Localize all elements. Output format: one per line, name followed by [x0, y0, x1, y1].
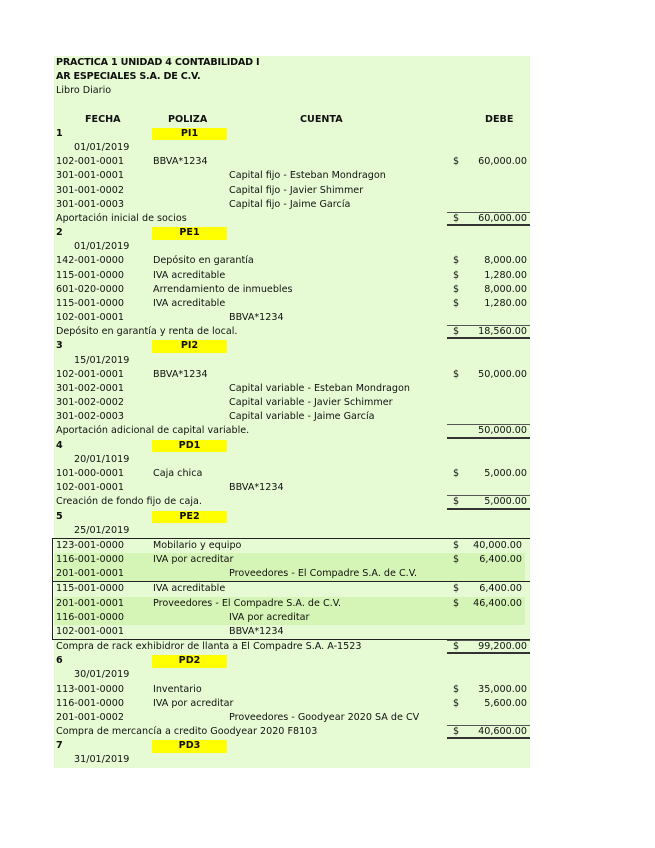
debit-amount: 5,000.00	[484, 467, 527, 479]
credit-account-name: Capital fijo - Javier Shimmer	[229, 184, 364, 196]
journal-line	[54, 539, 525, 553]
journal-entries	[54, 127, 530, 768]
entry-number: 2	[56, 227, 63, 239]
entry-date: 15/01/2019	[74, 354, 130, 366]
debit-account-name: Inventario	[153, 683, 202, 695]
debit-account-name: IVA acreditable	[153, 269, 226, 281]
journal-sheet	[54, 56, 530, 768]
journal-line	[54, 567, 525, 581]
entry-total-row	[54, 212, 530, 226]
journal-line	[54, 198, 530, 212]
currency-symbol: $	[453, 212, 460, 224]
poliza-badge: PI2	[152, 340, 227, 353]
journal-line	[54, 184, 530, 198]
poliza-badge: PD1	[152, 440, 227, 453]
entry-date: 20/01/1019	[74, 453, 130, 465]
debit-account-name: Caja chica	[153, 467, 203, 479]
entry-header-row	[54, 439, 530, 453]
blank-row	[54, 99, 530, 113]
journal-line	[54, 582, 525, 596]
debit-amount: 6,400.00	[479, 583, 522, 595]
credit-account-name: Proveedores - El Compadre S.A. de C.V.	[229, 568, 418, 580]
debit-account-name: IVA por acreditar	[153, 554, 234, 566]
account-code: 102-001-0001	[56, 312, 124, 324]
account-code: 301-001-0001	[56, 170, 124, 182]
header-poliza: POLIZA	[168, 113, 208, 125]
company-name: AR ESPECIALES S.A. DE C.V.	[56, 71, 201, 83]
entry-date: 25/01/2019	[74, 524, 130, 536]
debit-amount: 8,000.00	[484, 255, 527, 267]
credit-account-name: Capital variable - Javier Schimmer	[229, 397, 393, 409]
entry-description: Compra de rack exhibidror de llanta a El Compadre S.A. A-1523	[56, 641, 362, 653]
account-code: 201-001-0001	[56, 597, 124, 609]
journal-line	[54, 697, 530, 711]
entry-description: Aportación adicional de capital variable.	[56, 425, 250, 437]
title-row	[54, 56, 530, 70]
debit-account-name: IVA acreditable	[153, 583, 226, 595]
debit-amount: 5,600.00	[484, 697, 527, 709]
entry-date-row	[54, 141, 530, 155]
entry-header-row	[54, 510, 530, 524]
account-code: 116-001-0000	[56, 611, 124, 623]
entry-date-row	[54, 524, 530, 538]
journal-line	[54, 297, 530, 311]
poliza-badge: PE2	[152, 511, 227, 524]
currency-symbol: $	[453, 467, 460, 479]
debit-amount: 46,400.00	[473, 597, 522, 609]
credit-account-name: Capital fijo - Esteban Mondragon	[229, 170, 386, 182]
entry-header-row	[54, 654, 530, 668]
account-code: 115-001-0000	[56, 297, 124, 309]
currency-symbol: $	[453, 554, 460, 566]
journal-line	[54, 169, 530, 183]
entry-date: 01/01/2019	[74, 241, 130, 253]
header-cuenta: CUENTA	[300, 113, 343, 125]
entry-total: 50,000.00	[478, 425, 527, 437]
entry-number: 4	[56, 439, 63, 451]
journal-line	[54, 254, 530, 268]
account-code: 201-001-0002	[56, 711, 124, 723]
entry-description: Creación de fondo fijo de caja.	[56, 496, 202, 508]
journal-line	[54, 283, 530, 297]
account-code: 102-001-0001	[56, 625, 124, 637]
journal-line	[54, 382, 530, 396]
account-code: 301-001-0003	[56, 198, 124, 210]
document-subtitle: Libro Diario	[56, 85, 112, 97]
account-code: 101-000-0001	[56, 467, 124, 479]
journal-line	[54, 396, 530, 410]
account-code: 116-001-0000	[56, 554, 124, 566]
entry-date: 31/01/2019	[74, 754, 130, 766]
entry-date-row	[54, 753, 530, 767]
entry-date-row	[54, 668, 530, 682]
journal-line	[54, 467, 530, 481]
subtitle-row	[54, 84, 530, 98]
currency-symbol: $	[453, 156, 460, 168]
account-code: 102-001-0001	[56, 368, 124, 380]
credit-account-name: Capital variable - Esteban Mondragon	[229, 382, 410, 394]
account-code: 301-001-0002	[56, 184, 124, 196]
debit-account-name: IVA acreditable	[153, 297, 226, 309]
currency-symbol: $	[453, 641, 460, 653]
debit-account-name: BBVA*1234	[153, 156, 208, 168]
credit-account-name: IVA por acreditar	[229, 611, 310, 623]
debit-amount: 35,000.00	[478, 683, 527, 695]
entry-number: 6	[56, 655, 63, 667]
account-code: 116-001-0000	[56, 697, 124, 709]
currency-symbol: $	[453, 583, 460, 595]
account-code: 301-002-0002	[56, 397, 124, 409]
credit-account-name: BBVA*1234	[229, 482, 284, 494]
entry-description: Compra de mercancía a credito Goodyear 2020 F8103	[56, 726, 318, 738]
account-code: 142-001-0000	[56, 255, 124, 267]
account-code: 115-001-0000	[56, 269, 124, 281]
entry-header-row	[54, 226, 530, 240]
column-header-row	[54, 113, 530, 127]
entry-total: 18,560.00	[478, 326, 527, 338]
entry-total: 40,600.00	[478, 726, 527, 738]
poliza-badge: PD3	[152, 740, 227, 753]
journal-line	[54, 683, 530, 697]
debit-amount: 6,400.00	[479, 554, 522, 566]
entry-date-row	[54, 240, 530, 254]
entry-number: 7	[56, 740, 63, 752]
credit-account-name: BBVA*1234	[229, 312, 284, 324]
credit-account-name: Capital fijo - Jaime García	[229, 198, 351, 210]
entry-description: Aportación inicial de socios	[56, 212, 187, 224]
document-title: PRACTICA 1 UNIDAD 4 CONTABILIDAD I	[56, 57, 260, 68]
entry-date-row	[54, 354, 530, 368]
currency-symbol: $	[453, 726, 460, 738]
debit-amount: 1,280.00	[484, 269, 527, 281]
currency-symbol: $	[453, 255, 460, 267]
journal-line	[54, 553, 525, 567]
currency-symbol: $	[453, 539, 460, 551]
entry-total-row	[54, 325, 530, 339]
company-row	[54, 70, 530, 84]
debit-account-name: BBVA*1234	[153, 368, 208, 380]
boxed-line-group	[52, 581, 530, 640]
entry-total: 99,200.00	[478, 641, 527, 653]
entry-total: 60,000.00	[478, 212, 527, 224]
entry-date-row	[54, 453, 530, 467]
entry-number: 5	[56, 510, 63, 522]
currency-symbol: $	[453, 597, 460, 609]
account-code: 301-002-0001	[56, 382, 124, 394]
poliza-badge: PD2	[152, 655, 227, 668]
account-code: 301-002-0003	[56, 411, 124, 423]
debit-account-name: Mobilario y equipo	[153, 539, 242, 551]
currency-symbol: $	[453, 297, 460, 309]
account-code: 601-020-0000	[56, 283, 124, 295]
credit-account-name: Capital variable - Jaime García	[229, 411, 375, 423]
account-code: 201-001-0001	[56, 568, 124, 580]
debit-account-name: Depósito en garantía	[153, 255, 254, 267]
debit-account-name: IVA por acreditar	[153, 697, 234, 709]
debit-account-name: Arrendamiento de inmuebles	[153, 283, 293, 295]
boxed-line-group	[52, 538, 530, 582]
entry-header-row	[54, 127, 530, 141]
journal-line	[54, 611, 525, 625]
entry-header-row	[54, 339, 530, 353]
currency-symbol: $	[453, 683, 460, 695]
entry-total-row	[54, 424, 530, 438]
journal-line	[54, 625, 525, 639]
currency-symbol: $	[453, 283, 460, 295]
header-debe: DEBE	[485, 113, 514, 125]
journal-line	[54, 368, 530, 382]
entry-total-row	[54, 495, 530, 509]
entry-number: 1	[56, 127, 63, 139]
debit-amount: 1,280.00	[484, 297, 527, 309]
journal-line	[54, 269, 530, 283]
journal-line	[54, 155, 530, 169]
journal-line	[54, 711, 530, 725]
debit-amount: 60,000.00	[478, 156, 527, 168]
account-code: 102-001-0001	[56, 156, 124, 168]
entry-date: 01/01/2019	[74, 142, 130, 154]
account-code: 113-001-0000	[56, 683, 124, 695]
debit-amount: 40,000.00	[473, 539, 522, 551]
poliza-badge: PE1	[152, 227, 227, 240]
entry-description: Depósito en garantía y renta de local.	[56, 326, 238, 338]
entry-total-row	[54, 725, 530, 739]
entry-date: 30/01/2019	[74, 669, 130, 681]
journal-line	[54, 410, 530, 424]
debit-amount: 50,000.00	[478, 368, 527, 380]
entry-number: 3	[56, 340, 63, 352]
currency-symbol: $	[453, 697, 460, 709]
credit-account-name: BBVA*1234	[229, 625, 284, 637]
journal-line	[54, 481, 530, 495]
credit-account-name: Proveedores - Goodyear 2020 SA de CV	[229, 711, 420, 723]
currency-symbol: $	[453, 269, 460, 281]
journal-line	[54, 597, 525, 611]
currency-symbol: $	[453, 326, 460, 338]
debit-amount: 8,000.00	[484, 283, 527, 295]
account-code: 102-001-0001	[56, 482, 124, 494]
entry-total-row	[54, 640, 530, 654]
entry-total: 5,000.00	[484, 496, 527, 508]
debit-account-name: Proveedores - El Compadre S.A. de C.V.	[153, 597, 342, 609]
currency-symbol: $	[453, 368, 460, 380]
poliza-badge: PI1	[152, 128, 227, 141]
currency-symbol: $	[453, 496, 460, 508]
account-code: 115-001-0000	[56, 583, 124, 595]
header-fecha: FECHA	[85, 113, 121, 125]
journal-line	[54, 311, 530, 325]
account-code: 123-001-0000	[56, 539, 124, 551]
entry-header-row	[54, 739, 530, 753]
